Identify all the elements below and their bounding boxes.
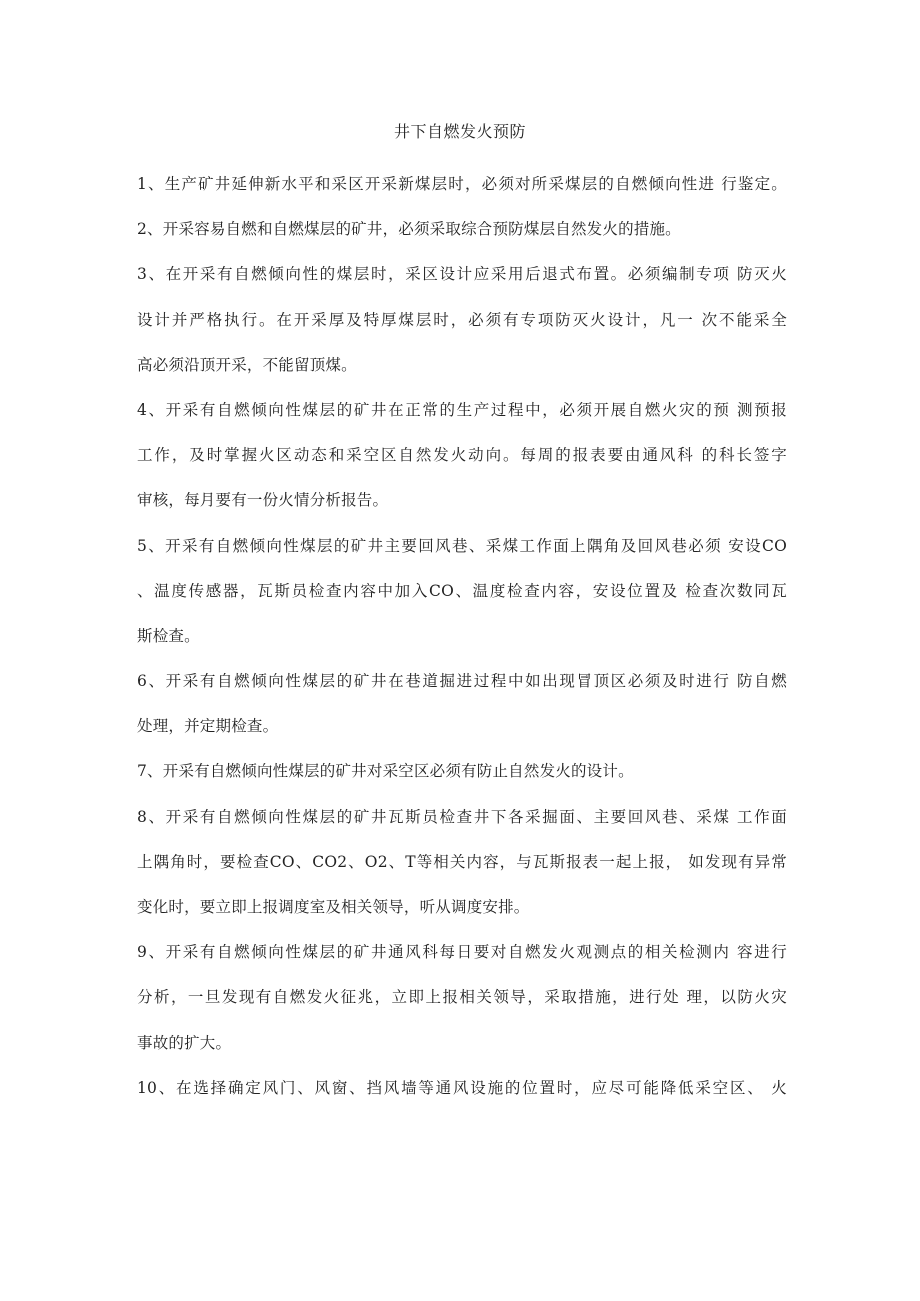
- text-line: 事故的扩大。: [137, 1033, 232, 1052]
- text-line: 变化时，要立即上报调度室及相关领导，听从调度安排。: [137, 898, 530, 916]
- text-line: 2、开采容易自燃和自燃煤层的矿井，必须采取综合预防煤层自然发火的措施。: [137, 220, 681, 239]
- text-line: 9、开采有自燃倾向性煤层的矿井通风科每日要对自燃发火观测点的相关检测内 容进行: [137, 943, 787, 962]
- text-line: 1、生产矿井延伸新水平和采区开采新煤层时，必须对所采煤层的自燃倾向性进 行鉴定。: [137, 175, 787, 193]
- text-line: 5、开采有自燃倾向性煤层的矿井主要回风巷、采煤工作面上隅角及回风巷必须 安设CO: [137, 536, 787, 555]
- text-line: 8、开采有自燃倾向性煤层的矿井瓦斯员检查井下各采掘面、主要回风巷、采煤 工作面: [137, 807, 787, 826]
- text-line: 斯检查。: [137, 626, 200, 645]
- text-line: 设计并严格执行。在开采厚及特厚煤层时，必须有专项防灭火设计，凡一 次不能采全: [137, 310, 787, 329]
- document-body: [137, 167, 787, 1116]
- text-line: 上隅角时，要检查CO、CO2、O2、T等相关内容，与瓦斯报表一起上报， 如发现有异常: [137, 852, 787, 871]
- text-line: 4、开采有自燃倾向性煤层的矿井在正常的生产过程中，必须开展自燃火灾的预 测预报: [137, 400, 787, 419]
- text-line: 、温度传感器，瓦斯员检查内容中加入CO、温度检查内容，安设位置及 检查次数同瓦: [137, 581, 787, 600]
- text-line: 审核，每月要有一份火情分析报告。: [137, 491, 389, 510]
- text-line: 6、开采有自燃倾向性煤层的矿井在巷道掘进过程中如出现冒顶区必须及时进行 防自燃: [137, 672, 787, 691]
- text-line: 7、开采有自燃倾向性煤层的矿井对采空区必须有防止自然发火的设计。: [137, 762, 634, 781]
- text-line: 处理，并定期检查。: [137, 717, 279, 736]
- document-title: 井下自燃发火预防: [393, 122, 526, 141]
- text-line: 工作，及时掌握火区动态和采空区自然发火动向。每周的报表要由通风科 的科长签字: [137, 446, 787, 465]
- text-line: 3、在开采有自燃倾向性的煤层时，采区设计应采用后退式布置。必须编制专项 防灭火: [137, 265, 787, 284]
- text-line: 分析，一旦发现有自燃发火征兆，立即上报相关领导，采取措施，进行处 理，以防火灾: [137, 988, 787, 1007]
- text-line: 10、在选择确定风门、风窗、挡风墙等通风设施的位置时，应尽可能降低采空区、 火: [137, 1078, 787, 1097]
- text-line: 高必须沿顶开采，不能留顶煤。: [137, 355, 357, 374]
